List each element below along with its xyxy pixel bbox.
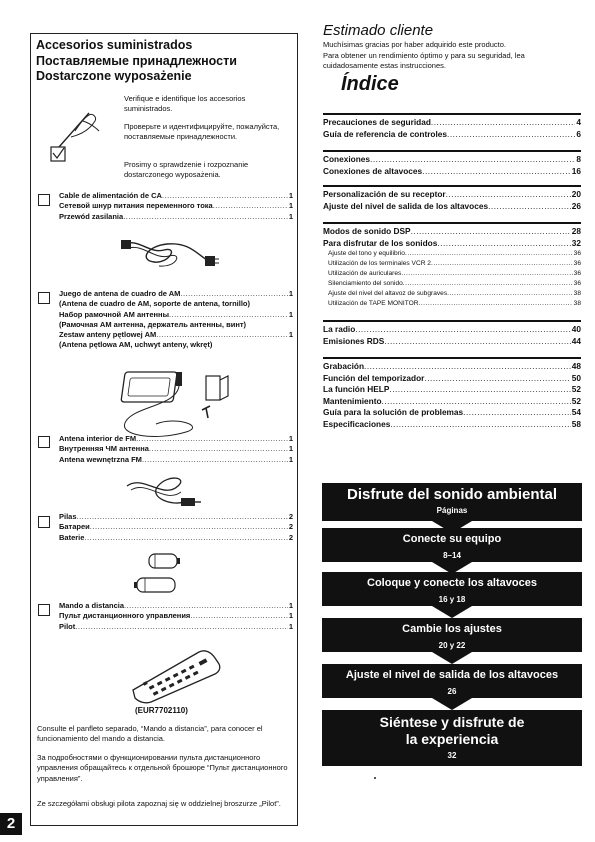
toc-entry-label: Especificaciones [323,418,391,429]
toc-leader-dots [488,201,571,213]
toc-entry-label: Emisiones RDS [323,335,385,346]
page-number: 2 [0,813,22,835]
flow-arrow [432,606,472,618]
list-item: Juego de antena de cuadro de AM ..... 1 [59,289,293,299]
toc-group [323,150,581,177]
toc-leader-dots [411,226,571,238]
toc-entry[interactable] [323,117,581,129]
toc-leader-dots [390,419,570,431]
toc-entry-label: Conexiones [323,154,371,164]
toc-entry[interactable] [323,238,581,250]
list-item: (Antena pętlowa AM, uchwyt anteny, wkręt) [59,340,213,350]
power-cord-list [59,191,293,222]
toc-entry-page: 48 [571,361,581,371]
toc-entry-page: 4 [576,117,581,127]
toc-entry[interactable] [323,361,581,373]
accessories-title-pl: Dostarczone wyposażenie [36,69,192,83]
toc-leader-dots [446,189,571,201]
toc-entry-label: Guía para la solución de problemas [323,407,464,417]
flow-step-label: Coloque y conecte los altavoces [367,577,537,589]
accessories-title-es: Accesorios suministrados [36,38,193,52]
list-item: Сетевой шнур питания переменного тока ..... 1 [59,201,293,211]
toc-entry-page: 36 [573,280,581,287]
index-title: Índice [341,73,399,95]
toc-entry-page: 36 [573,260,581,267]
toc-entry-page: 28 [571,226,581,236]
toc-entry-label: La radio [323,324,356,334]
welcome-title: Estimado cliente [323,22,434,39]
list-item: Внутренняя ЧМ антенна ..... 1 [59,444,293,454]
batteries-illustration [129,550,189,598]
flow-arrow [432,652,472,664]
accessories-title-ru: Поставляемые принадлежности [36,53,237,68]
toc-entry-page: 6 [576,128,581,139]
flow-step-pages: 26 [447,687,457,696]
toc-group [323,113,581,140]
scan-speck [374,777,376,779]
toc-entry-label: Utilización de TAPE MONITOR [328,300,419,307]
flow-step-pages: 20 y 22 [438,641,466,650]
list-item: Zestaw anteny pętlowej AM ..... 1 [59,330,293,340]
flow-step-pages: 8–14 [443,551,461,560]
footer-note-ru: За подробностями о функционировании пульта дистанционного управления обращайтесь к отдельной брошюре “Пульт дистанционного управления”. [37,753,288,783]
toc-leader-dots [422,166,571,178]
toc-entry[interactable] [323,407,581,419]
list-item: Przewód zasilania ..... 1 [59,212,293,222]
toc-leader-dots [424,373,570,385]
toc-entry-page: 54 [571,407,581,417]
remote-control-illustration [129,646,221,704]
toc-leader-dots [431,117,575,129]
surround-flow-diagram [322,483,582,768]
list-item: Батареи ..... 2 [59,522,293,532]
toc-entry-label: Mantenimiento [323,395,382,406]
toc-entry-label: Utilización de auriculares [328,270,402,277]
toc-entry-page: 50 [571,372,581,383]
toc-entry[interactable] [323,419,581,431]
toc-leader-dots [389,384,570,396]
toc-entry[interactable] [323,299,581,309]
toc-entry-label: Personalización de su receptor [323,189,446,199]
list-item: Cable de alimentación de CA ..... 1 [59,191,293,201]
toc-entry-page: 38 [573,300,581,307]
toc-entry-page: 58 [571,418,581,429]
toc-entry-label: Conexiones de altavoces [323,165,423,176]
verify-text-pl: Prosimy o sprawdzenie i rozpoznanie dostarczonego wyposażenia. [124,160,249,179]
fm-antenna-list [59,434,293,465]
toc-leader-dots [405,249,573,259]
toc-entry[interactable] [323,189,581,201]
remote-list [59,601,293,632]
flow-step-label: Conecte su equipo [402,533,502,545]
toc-entry[interactable] [323,289,581,299]
toc-entry[interactable] [323,201,581,213]
toc-leader-dots [437,238,570,250]
toc-leader-dots [431,259,573,269]
toc-leader-dots [447,129,575,141]
toc-entry[interactable] [323,384,581,396]
toc-entry[interactable] [323,269,581,279]
toc-entry-page: 44 [571,335,581,346]
power-cord-checkbox[interactable] [38,194,50,206]
toc-entry-label: Para disfrutar de los sonidos [323,237,438,248]
remote-checkbox[interactable] [38,604,50,616]
toc-group [323,320,581,347]
footer-note-pl: Ze szczegółami obsługi pilota zapoznaj się w oddzielnej broszurze „Pilot”. [37,799,281,808]
list-item: Pilot ..... 1 [59,622,293,632]
toc-leader-dots [447,289,573,299]
toc-entry[interactable] [323,129,581,141]
flow-step-label: Ajuste el nivel de salida de los altavoces [345,669,559,681]
toc-entry-label: Ajuste del tono y equilibrio [328,250,405,257]
toc-entry-label: Ajuste del nivel del altavoz de subgraves [328,290,448,297]
toc-leader-dots [355,324,570,336]
list-item: (Antena de cuadro de AM, soporte de antena, tornillo) [59,299,250,309]
welcome-line: Muchísimas gracias por haber adquirido este producto. [323,40,507,49]
flow-step-pages: 16 y 18 [438,595,466,604]
toc-entry-page: 52 [571,384,581,394]
flow-arrow [432,698,472,710]
flow-header-pages-label: Páginas [436,506,468,515]
toc-entry[interactable] [323,396,581,408]
toc-leader-dots [401,269,572,279]
list-item: Mando a distancia ..... 1 [59,601,293,611]
toc-entry-label: Modos de sonido DSP [323,226,411,236]
flow-step-pages: 32 [447,751,457,760]
toc-entry[interactable] [323,279,581,289]
toc-entry-label: La función HELP [323,384,390,394]
remote-model-code: (EUR7702110) [135,706,188,715]
toc-entry-label: Silenciamiento del sonido [328,280,403,287]
am-antenna-list [59,289,293,351]
list-item: Antena wewnętrzna FM ..... 1 [59,455,293,465]
toc-entry-label: Utilización de los terminales VCR 2 [328,260,431,267]
toc-entry[interactable] [323,373,581,385]
footer-note-es: Consulte el panfleto separado, “Mando a distancia”, para conocer el funcionamiento del mando a distancia. [37,724,263,744]
toc-entry-page: 38 [573,290,581,297]
toc-entry-page: 36 [573,250,581,257]
toc-leader-dots [419,299,573,309]
checklist-pen-icon [49,107,101,173]
toc-entry-label: Ajuste del nivel de salida de los altavoces [323,200,489,211]
toc-entry-page: 20 [571,189,581,199]
toc-entry-label: Guía de referencia de controles [323,128,448,139]
toc-entry[interactable] [323,166,581,178]
toc-entry-page: 52 [571,395,581,406]
toc-group [323,357,581,430]
toc-entry-page: 32 [571,237,581,248]
list-item: Antena interior de FM ..... 1 [59,434,293,444]
toc-group [323,185,581,212]
list-item: Pilas ..... 2 [59,512,293,522]
toc-entry[interactable] [323,226,581,238]
toc-entry[interactable] [323,154,581,166]
flow-step-label: Cambie los ajustes [402,623,502,635]
toc-leader-dots [403,279,573,289]
flow-header [322,483,582,521]
accessories-titles [36,38,237,85]
toc-entry-page: 26 [571,200,581,211]
list-item: Пульт дистанционного управления ..... 1 [59,611,293,621]
toc-entry[interactable] [323,324,581,336]
toc-entry[interactable] [323,249,581,259]
toc-entry[interactable] [323,336,581,348]
accessories-box [30,33,298,826]
flow-header-title: Disfrute del sonido ambiental [346,486,558,503]
verify-text-ru: Проверьте и идентифицируйте, пожалуйста, поставляемые принадлежности. [124,122,280,141]
toc-entry-page: 40 [571,324,581,334]
fm-antenna-illustration [123,472,203,512]
fm-antenna-checkbox[interactable] [38,436,50,448]
welcome-line: Para obtener un rendimiento óptimo y para su seguridad, lea cuidadosamente estas instrucciones. [323,50,525,70]
toc-leader-dots [463,407,571,419]
am-antenna-checkbox[interactable] [38,292,50,304]
toc-entry-page: 8 [576,154,581,164]
welcome-text [323,40,581,72]
batteries-checkbox[interactable] [38,516,50,528]
toc-group [323,222,581,309]
toc-entry-page: 16 [571,165,581,176]
flow-step-label: Siéntese y disfrute de la experiencia [379,714,525,747]
power-cord-illustration [119,234,219,274]
verify-text-es: Verifique e identifique los accesorios suministrados. [124,94,246,113]
toc-leader-dots [370,154,575,166]
batteries-list [59,512,293,543]
list-item: Baterie ..... 2 [59,533,293,543]
toc-entry-label: Grabación [323,361,365,371]
toc-entry-label: Función del temporizador [323,372,425,383]
toc-entry[interactable] [323,259,581,269]
toc-entry-page: 36 [573,270,581,277]
toc-leader-dots [382,396,571,408]
list-item: (Рамочная AM антенна, держатель антенны, винт) [59,319,247,329]
toc-leader-dots [384,336,570,348]
toc-entry-label: Precauciones de seguridad [323,117,431,127]
list-item: Набор рамочной AM антенны ..... 1 [59,310,293,320]
toc-leader-dots [364,361,571,373]
